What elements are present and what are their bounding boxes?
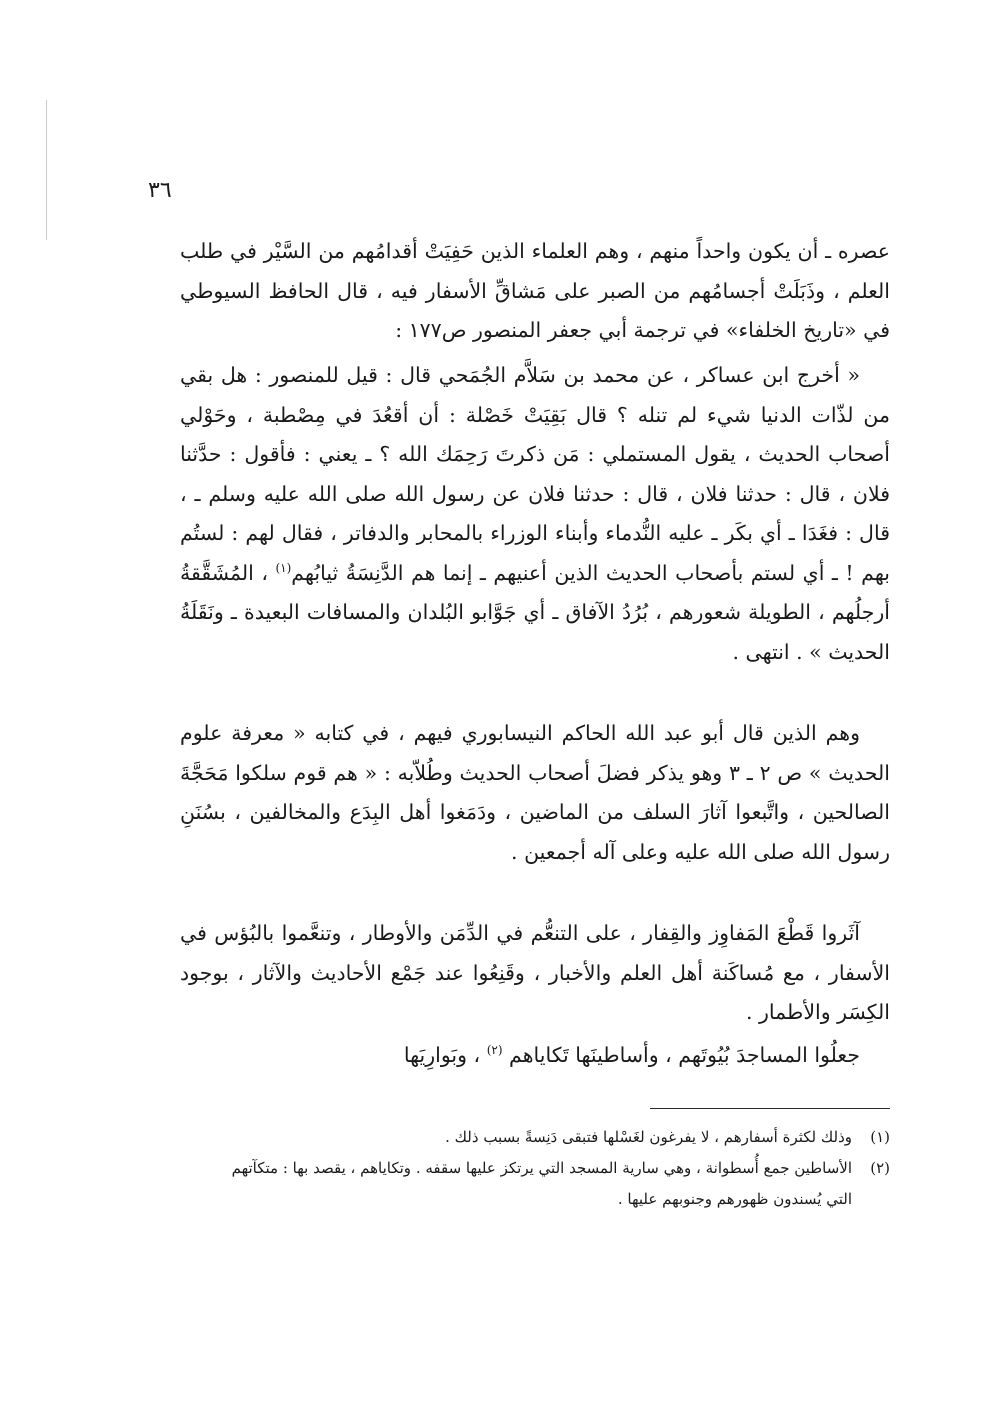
paragraph-5-text-after: ، وبَوارِيَها [403,1043,481,1067]
paragraph-3 [180,714,890,872]
footnote-2-number: (٢) [870,1159,890,1177]
paragraph-4 [180,914,890,1033]
footnote-ref-1: (١) [275,560,292,575]
footnotes [210,1122,890,1215]
footnote-2-text: الأساطين جمع أُسطوانة ، وهي سارية المسجد التي يرتكز عليها سقفه . وتكاياهم ، يقصد بها : متكآتهم التي يُسندون ظهورهم وجنوبهم عليها . [231,1159,852,1208]
footnote-1-text: وذلك لكثرة أسفارهم ، لا يفرغون لغَسْلها فتبقى دَنِسةً بسبب ذلك . [445,1128,852,1146]
paragraph-1 [180,232,890,351]
paragraph-5-text-before: جعلُوا المساجدَ بُيُوتَهم ، وأساطينَها تَكاياهم [509,1043,860,1067]
paragraph-3-text: وهم الذين قال أبو عبد الله الحاكم النيسابوري فيهم ، في كتابه « معرفة علوم الحديث » ص ٢ ـ ٣ وهو يذكر فضلَ أصحاب الحديث وطُلاّبه : « هم قوم سلكوا مَحَجَّةَ الصالحين ، واتَّبعوا آثارَ السلف من الماضين ، ودَمَغوا أهل البِدَع والمخالفين ، بسُنَنِ رسول الله صلى الله عليه وعلى آله أجمعين . [180,721,890,864]
binding-edge-line [46,100,47,240]
paragraph-2-text-after: ، المُشَقَّقةُ أرجلُهم ، الطويلة شعورهم ، بُرُدُ الآفاق ـ أي جَوَّابو البُلدان والمسافات البعيدة ـ ونَقَلَةُ الحديث » . انتهى . [180,560,890,664]
paragraph-5 [180,1036,890,1076]
footnote-1 [210,1122,890,1153]
footnote-2 [210,1153,890,1215]
footnote-separator [650,1108,890,1109]
paragraph-2-text-before: « أخرج ابن عساكر ، عن محمد بن سَلاَّم الجُمَحي قال : قيل للمنصور : هل بقي من لذّات الدنيا شيء لم تنله ؟ قال بَقِيَتْ خَصْلة : أن أقعُدَ في مِصْطبة ، وحَوْلي أصحاب الحديث ، يقول المستملي : مَن ذكرتَ رَحِمَك الله ؟ ـ يعني : فأقول : حدَّثنا فلان ، قال : حدثنا فلان ، قال : حدثنا فلان عن رسول الله صلى الله عليه وسلم ـ ، قال : فغَدَا ـ أي بكَر ـ عليه النُّدماء وأبناء الوزراء بالمحابر والدفاتر ، فقال لهم : لستُم بهم ! ـ أي لستم بأصحاب الحديث الذين أعنيهم ـ إنما هم الدَّنِسَةُ ثيابُهم [180,363,890,585]
paragraph-4-text: آثَروا قَطْعَ المَفاوِز والقِفار ، على التنعُّم في الدِّمَن والأوطار ، وتنعَّموا بالبُؤس في الأسفار ، مع مُساكَنة أهل العلم والأخبار ، وقَنِعُوا عند جَمْع الأحاديث والآثار ، بوجود الكِسَر والأطمار . [180,921,890,1024]
paragraph-1-text: عصره ـ أن يكون واحداً منهم ، وهم العلماء الذين حَفِيَتْ أقدامُهم من السَّيْر في طلب العلم ، وذَبَلَتْ أجسامُهم من الصبر على مَشاقِّ الأسفار فيه ، قال الحافظ السيوطي في «تاريخ الخلفاء» في ترجمة أبي جعفر المنصور ص١٧٧ : [180,239,890,342]
paragraph-5-text [180,1036,890,1076]
footnote-ref-2: (٢) [486,1043,503,1058]
paragraph-2-quote [180,356,890,672]
page-number: ٣٦ [148,178,172,203]
footnote-1-number: (١) [870,1128,890,1146]
paragraph-2-text [180,356,890,672]
